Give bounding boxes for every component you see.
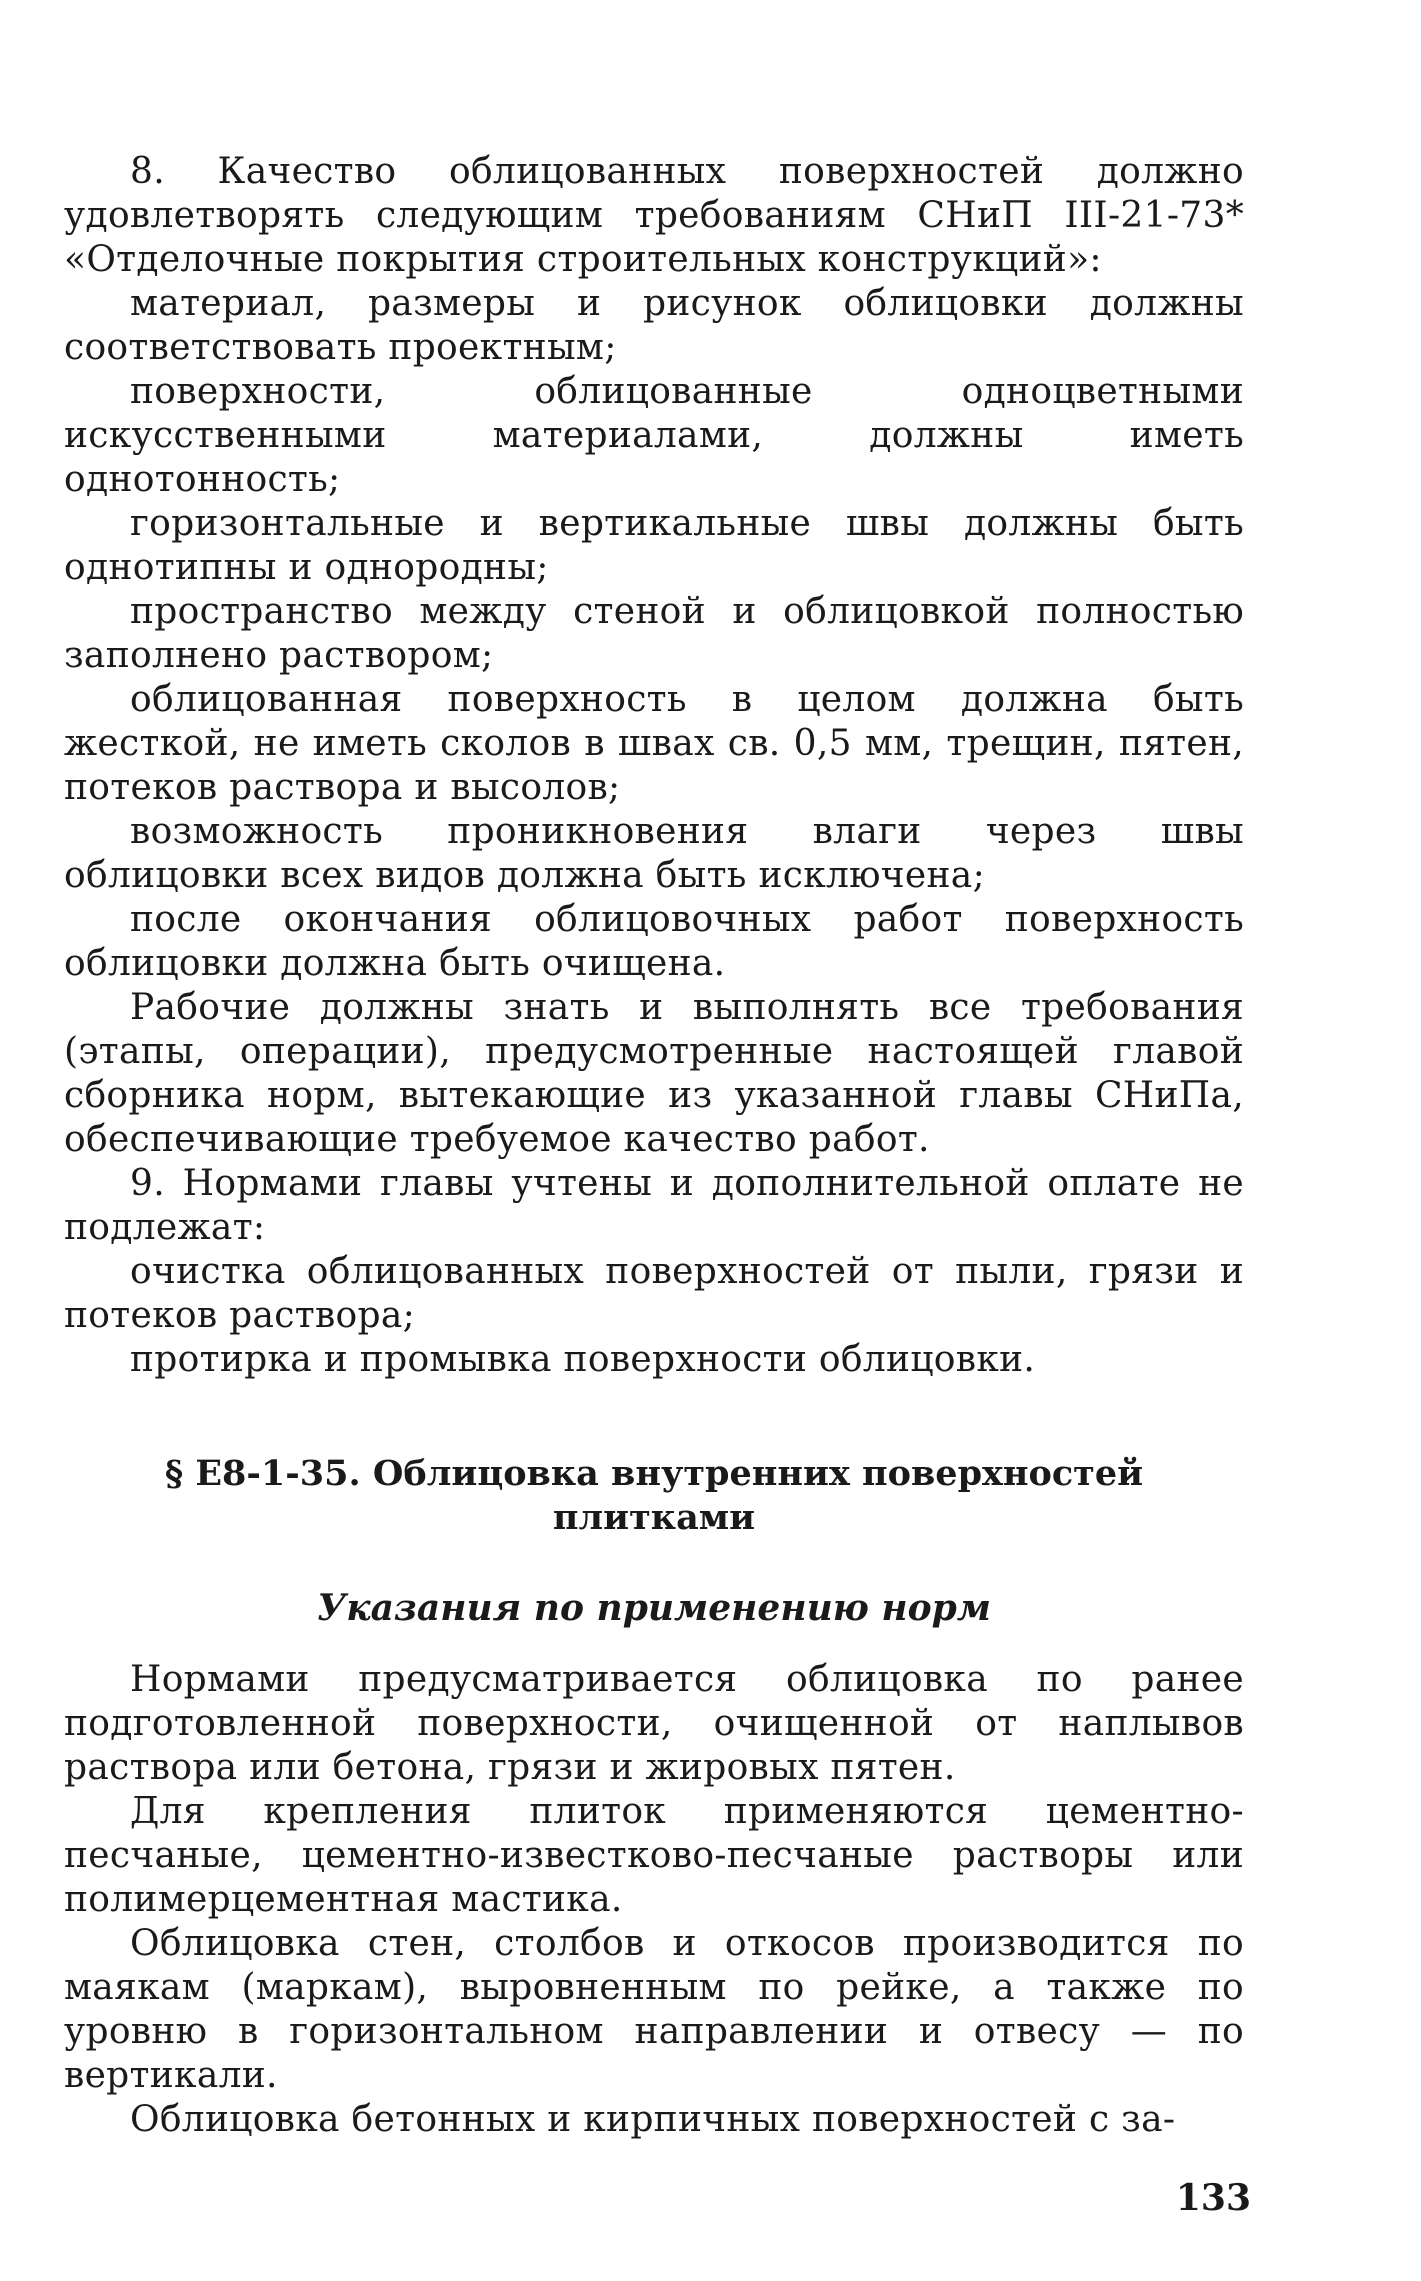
- paragraph-quality-requirements: 8. Качество облицованных поверхностей должно удовлетворять следующим требованиям СНиП III-21-73* «Отделочные покрытия строительных конструкций»:: [64, 151, 1244, 280]
- list-item-material: материал, размеры и рисунок облицовки должны соответствовать проектным;: [64, 283, 1244, 368]
- list-item-uniform-color: поверхности, облицованные одноцветными искусственными материалами, должны иметь однотонность;: [64, 371, 1244, 500]
- paragraph-preparation: Нормами предусматривается облицовка по ранее подготовленной поверхности, очищенной от наплывов раствора или бетона, грязи и жировых пятен.: [64, 1659, 1244, 1788]
- section-title: [64, 1452, 1244, 1540]
- list-item-wiping: протирка и промывка поверхности облицовки.: [130, 1339, 1036, 1380]
- section-title-line-2: плитками: [552, 1497, 756, 1538]
- list-item-cleaned: после окончания облицовочных работ поверхность облицовки должна быть очищена.: [64, 899, 1244, 984]
- section-subtitle: Указания по применению норм: [317, 1587, 991, 1629]
- list-item-dust-cleaning: очистка облицованных поверхностей от пыли, грязи и потеков раствора;: [64, 1251, 1244, 1336]
- page-number: 133: [1175, 2177, 1251, 2219]
- paragraph-mortars: Для крепления плиток применяются цементно-песчаные, цементно-известково-песчаные растворы или полимерцементная мастика.: [64, 1791, 1244, 1920]
- paragraph-norms-included: 9. Нормами главы учтены и дополнительной оплате не подлежат:: [64, 1163, 1244, 1248]
- list-item-space-filled: пространство между стеной и облицовкой полностью заполнено раствором;: [64, 591, 1244, 676]
- section-title-line-1: § Е8-1-35. Облицовка внутренних поверхностей: [164, 1453, 1144, 1494]
- list-item-moisture: возможность проникновения влаги через швы облицовки всех видов должна быть исключена;: [64, 811, 1244, 896]
- paragraph-beacons: Облицовка стен, столбов и откосов производится по маякам (маркам), выровненным по рейке, а также по уровню в горизонтальном направлении и отвесу — по вертикали.: [64, 1923, 1244, 2096]
- list-item-joints: горизонтальные и вертикальные швы должны быть однотипны и однородны;: [64, 503, 1244, 588]
- list-item-rigid-surface: облицованная поверхность в целом должна быть жесткой, не иметь сколов в швах св. 0,5 мм, трещин, пятен, потеков раствора и высолов;: [64, 679, 1244, 808]
- paragraph-workers: Рабочие должны знать и выполнять все требования (этапы, операции), предусмотренные настоящей главой сборника норм, вытекающие из указанной главы СНиПа, обеспечивающие требуемое качество работ.: [64, 987, 1244, 1160]
- document-page: [64, 150, 1244, 2142]
- paragraph-concrete-brick: Облицовка бетонных и кирпичных поверхностей с за-: [130, 2099, 1176, 2140]
